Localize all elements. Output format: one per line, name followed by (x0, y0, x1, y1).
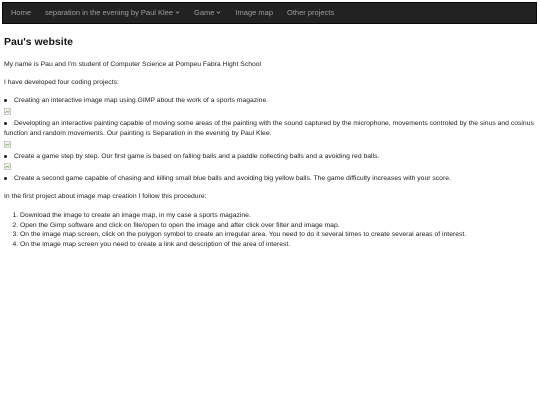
list-item (4, 174, 534, 184)
nav-image-map[interactable] (228, 2, 280, 24)
broken-image-icon (4, 108, 11, 115)
project-text: Create a game step by step. Our first game is based on falling balls and a paddle collecting balls and a avoiding red balls. (14, 152, 380, 160)
intro-text: My name is Pau and I'm student of Computer Science at Pompeu Fabra Hight School (4, 61, 262, 69)
caret-down-icon (216, 10, 221, 15)
projects-intro: I have developed four coding projects: (4, 78, 119, 86)
nav-other-projects-label: Other projects (287, 8, 335, 17)
procedure-steps (4, 211, 534, 250)
list-item (4, 152, 534, 162)
step-item: 1. Download the image to create an image map, in my case a sports magazine. (20, 211, 534, 221)
bullet-icon (4, 155, 7, 158)
nav-other-projects[interactable] (280, 2, 341, 24)
main-content (4, 30, 534, 250)
broken-image-icon (4, 141, 11, 148)
project-text: Creating an interactive image map using GIMP about the work of a sports magazine. (14, 97, 269, 105)
nav-game-dropdown[interactable] (187, 2, 228, 24)
nav-home-label: Home (11, 8, 32, 17)
caret-down-icon (175, 10, 180, 15)
nav-paul-klee-label: separation in the evening by Paul Klee (45, 8, 174, 17)
nav-image-map-label: Image map (235, 8, 273, 17)
broken-image-icon (4, 163, 11, 170)
bullet-icon (4, 177, 7, 180)
top-navbar (2, 2, 537, 24)
procedure-intro: In the first project about image map creation I follow this procedure: (4, 193, 207, 201)
nav-game-label: Game (194, 8, 215, 17)
list-item (4, 96, 534, 106)
step-item: 4. On the image map screen you need to create a link and description of the area of interest. (20, 240, 534, 250)
projects-list (4, 96, 534, 184)
bullet-icon (4, 99, 7, 102)
step-item: 2. Open the Gimp software and click on file/open to open the image and after click over filter and image map. (20, 221, 534, 231)
nav-home[interactable] (3, 2, 38, 24)
project-text: Developting an interactive painting capable of moving some areas of the painting with the sound captured by the microphone, movements controled by the sinus and cosinus function and random movements. Our painting is Separation in the evening by Paul Klee. (4, 119, 534, 137)
list-item (4, 119, 534, 139)
bullet-icon (4, 122, 7, 125)
step-item: 3. On the image map screen, click on the polygon symbol to create an irregular area. You need to do it several times to create several areas of interest. (20, 230, 534, 240)
nav-paul-klee-dropdown[interactable] (38, 2, 187, 24)
project-text: Create a second game capable of chasing and killing small blue balls and avoiding big yellow balls. The game difficulty increases with your score. (14, 175, 451, 183)
page-title: Pau's website (4, 36, 74, 48)
